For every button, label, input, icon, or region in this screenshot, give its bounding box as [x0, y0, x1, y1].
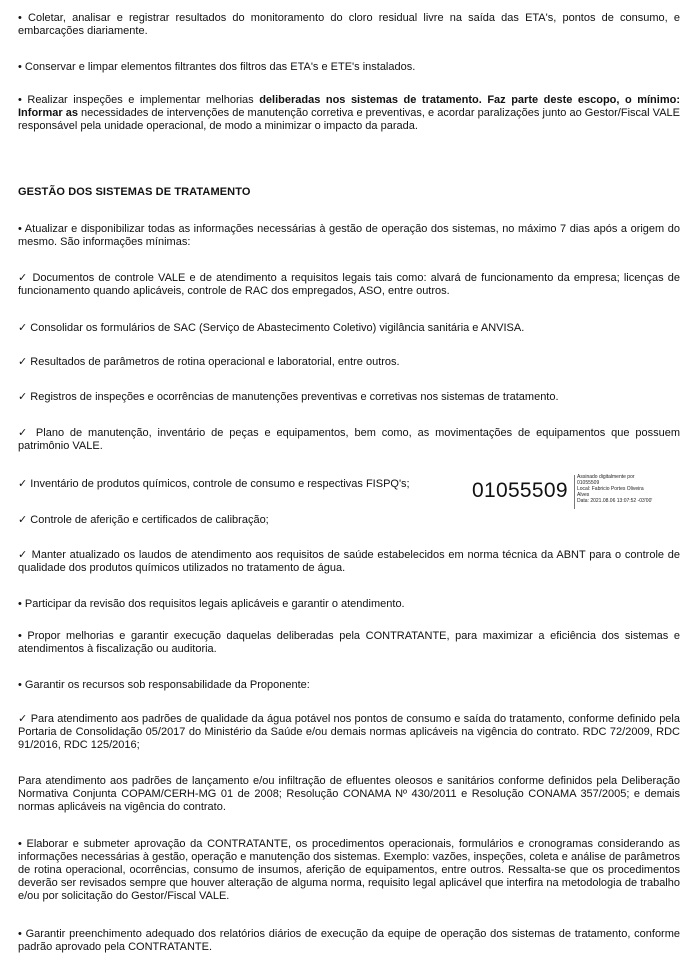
- signature-divider: [574, 475, 575, 509]
- check-item-registros: ✓ Registros de inspeções e ocorrências de manutenções preventivas e corretivas nos sistemas de tratamento.: [18, 391, 559, 403]
- signature-line: 01055509: [577, 480, 600, 486]
- signature-line: Assinado digitalmente por: [577, 474, 635, 480]
- paragraph-atualizar-informacoes: • Atualizar e disponibilizar todas as informações necessárias à gestão de operação dos sistemas, no máximo 7 dias após a origem do mesmo. São informações mínimas:: [18, 223, 680, 248]
- paragraph-procedimentos: • Elaborar e submeter aprovação da CONTRATANTE, os procedimentos operacionais, formulários e cronogramas considerando as informações necessárias à gestão, operação e manutenção dos sistemas. Exemplo: vazões, inspeções, coleta e análise de parâmetros de rotina operacional, ocorrências, consumo de insumos, aferição de equipamentos, entre outros. Ressalta-se que os procedimentos deverão ser revisados sempre que houver alteração de alguma norma, requisito legal aplicável que interfira na metodologia de trabalho e/ou por solicitação do Gestor/Fiscal VALE.: [18, 838, 680, 902]
- check-item-documentos: ✓ Documentos de controle VALE e de atendimento a requisitos legais tais como: alvará de funcionamento da empresa; licenças de funcionamento quando aplicáveis, controle de RAC dos empregados, ASO, entre outros.: [18, 272, 680, 297]
- paragraph-efluentes: Para atendimento aos padrões de lançamento e/ou infiltração de efluentes oleosos e sanitários conforme definidos pela Deliberação Normativa Conjunta COPAM/CERH-MG 01 de 2008; Resolução CONAMA Nº 430/2011 e Resolução CONAMA 357/2005; e demais normas aplicáveis na vigência do contrato.: [18, 775, 680, 813]
- bold-text-run: deliberadas nos sistemas de tratamento. Faz parte deste escopo, o mínimo: Informar as: [18, 94, 680, 119]
- text-run: necessidades de intervenções de manutenção corretiva e preventivas, e acordar paralizações junto ao Gestor/Fiscal VALE responsável pela unidade operacional, de modo a minimizar o impacto da parada.: [18, 107, 680, 132]
- check-item-sac: ✓ Consolidar os formulários de SAC (Serviço de Abastecimento Coletivo) vigilância sanitária e ANVISA.: [18, 322, 525, 334]
- section-heading: GESTÃO DOS SISTEMAS DE TRATAMENTO: [18, 186, 251, 198]
- paragraph-cloro-residual: • Coletar, analisar e registrar resultados do monitoramento do cloro residual livre na saída das ETA's, pontos de consumo, e embarcações diariamente.: [18, 12, 680, 37]
- signature-number: 01055509: [472, 479, 568, 502]
- check-item-plano-manutencao: ✓ Plano de manutenção, inventário de peças e equipamentos, bem como, as movimentações de equipamentos que possuem patrimônio VALE.: [18, 427, 680, 452]
- paragraph-elementos-filtrantes: • Conservar e limpar elementos filtrantes dos filtros das ETA's e ETE's instalados.: [18, 61, 416, 73]
- check-item-laudos: ✓ Manter atualizado os laudos de atendimento aos requisitos de saúde estabelecidos em norma técnica da ABNT para o controle de qualidade dos produtos químicos utilizados no tratamento de água.: [18, 549, 680, 574]
- signature-line: Local: Fabricio Portes Oliveira: [577, 486, 644, 492]
- paragraph-garantir-recursos: • Garantir os recursos sob responsabilidade da Proponente:: [18, 679, 310, 691]
- digital-signature-stamp: [472, 474, 687, 514]
- text-run: • Realizar inspeções e implementar melhorias: [18, 94, 260, 106]
- signature-line: Alves: [577, 492, 590, 498]
- check-item-agua-potavel: ✓ Para atendimento aos padrões de qualidade da água potável nos pontos de consumo e saída do tratamento, conforme definido pela Portaria de Consolidação 05/2017 do Ministério da Saúde e/ou demais normas aplicáveis na vigência do contrato. RDC 72/2009, RDC 91/2016, RDC 125/2016;: [18, 713, 680, 751]
- signature-details: [577, 474, 687, 504]
- signature-line: Data: 2021.08.06 13:07:52 -03'00': [577, 498, 653, 504]
- check-item-resultados: ✓ Resultados de parâmetros de rotina operacional e laboratorial, entre outros.: [18, 356, 400, 368]
- check-item-afericao: ✓ Controle de aferição e certificados de calibração;: [18, 514, 269, 526]
- paragraph-relatorios-diarios: • Garantir preenchimento adequado dos relatórios diários de execução da equipe de operação dos sistemas de tratamento, conforme padrão aprovado pela CONTRATANTE.: [18, 928, 680, 953]
- paragraph-requisitos-legais: • Participar da revisão dos requisitos legais aplicáveis e garantir o atendimento.: [18, 598, 405, 610]
- check-item-inventario-quimicos: ✓ Inventário de produtos químicos, controle de consumo e respectivas FISPQ's;: [18, 478, 410, 490]
- paragraph-inspecoes: [18, 94, 680, 133]
- paragraph-propor-melhorias: • Propor melhorias e garantir execução daquelas deliberadas pela CONTRATANTE, para maximizar a eficiência dos sistemas e atendimentos à fiscalização ou auditoria.: [18, 630, 680, 655]
